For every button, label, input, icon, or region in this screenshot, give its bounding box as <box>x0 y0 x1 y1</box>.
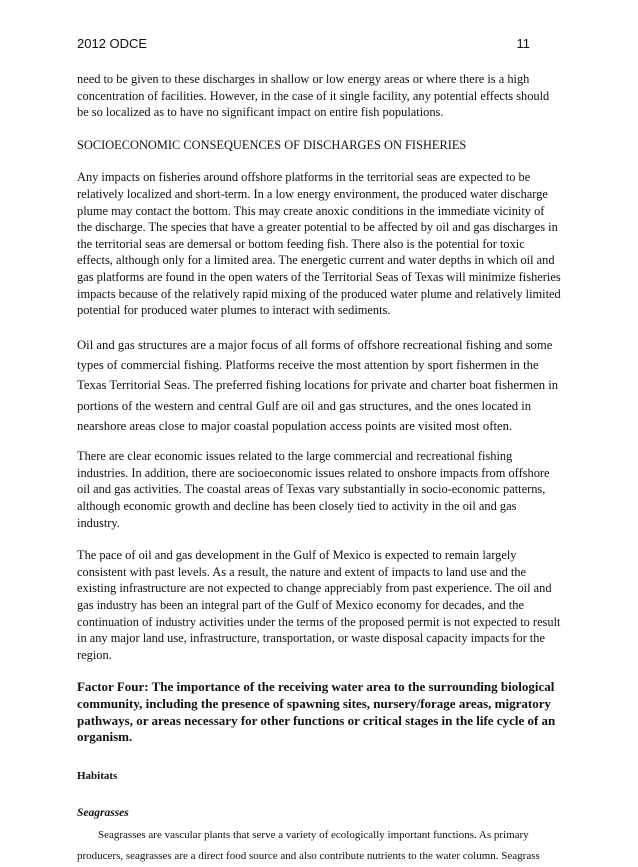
paragraph-development-pace: The pace of oil and gas development in the Gulf of Mexico is expected to remain largely consistent with past levels. As a result, the nature and extent of impacts to land use and the existing infrastructure are not expected to change appreciably from past experience. The oil and gas industry has been an integral part of the Gulf of Mexico economy for decades, and the continuation of industry activities under the terms of the proposed permit is not expected to result in any major land use, infrastructure, transportation, or waste disposal capacity impacts for the region. <box>77 548 561 662</box>
paragraph-continuation: need to be given to these discharges in shallow or low energy areas or where there is a high concentration of facilities. However, in the case of it single facility, any potential effects should be so localized as to have no significant impact on entire fish populations. <box>77 72 550 120</box>
section-heading: SOCIOECONOMIC CONSEQUENCES OF DISCHARGES ON FISHERIES <box>77 137 467 152</box>
document-body <box>77 71 561 867</box>
seagrasses-heading: Seagrasses <box>77 807 129 820</box>
habitats-heading: Habitats <box>77 769 118 782</box>
paragraph-fisheries-impacts: Any impacts on fisheries around offshore platforms in the territorial seas are expected to be relatively localized and short-term. In a low energy environment, the produced water discharge plume may contact the bottom. This may create anoxic conditions in the immediate vicinity of the discharge. The species that have a greater potential to be affected by oil and gas discharges in the territorial seas are demersal or bottom feeding fish. There also is the potential for toxic effects, although only for a limited area. The energetic current and water depths in which oil and gas platforms are found in the open waters of the Territorial Seas of Texas will minimize fisheries impacts because of the relatively rapid mixing of the produced water plume and relatively limited potential for produced water plumes to interact with sediments. <box>77 170 561 318</box>
paragraph-economic-issues: There are clear economic issues related to the large commercial and recreational fishing industries. In addition, there are socioeconomic issues related to onshore impacts from offshore oil and gas activities. The coastal areas of Texas vary substantially in socio-economic patterns, although economic growth and decline has been closely tied to activity in the oil and gas industry. <box>77 449 550 530</box>
factor-four-heading: Factor Four: The importance of the receiving water area to the surrounding biological community, including the presence of spawning sites, nursery/forage areas, migratory pathways, or areas necessary for other functions or critical stages in the life cycle of an organism. <box>77 679 556 745</box>
document-title: 2012 ODCE <box>77 36 148 51</box>
paragraph-oil-gas-structures: Oil and gas structures are a major focus of all forms of offshore recreational fishing and some types of commercial fishing. Platforms receive the most attention by sport fishermen in the Texas Territorial Seas. The preferred fishing locations for private and charter boat fishermen in portions of the western and central Gulf are oil and gas structures, and the ones located in nearshore areas close to major coastal population access points are visited most often. <box>77 337 559 433</box>
seagrasses-paragraph: Seagrasses are vascular plants that serve a variety of ecologically important functions. As primary producers, seagrasses are a direct food source and also contribute nutrients to the water column. Seagrass <box>77 828 540 862</box>
page-header <box>77 36 530 54</box>
page-number: 11 <box>516 36 530 51</box>
